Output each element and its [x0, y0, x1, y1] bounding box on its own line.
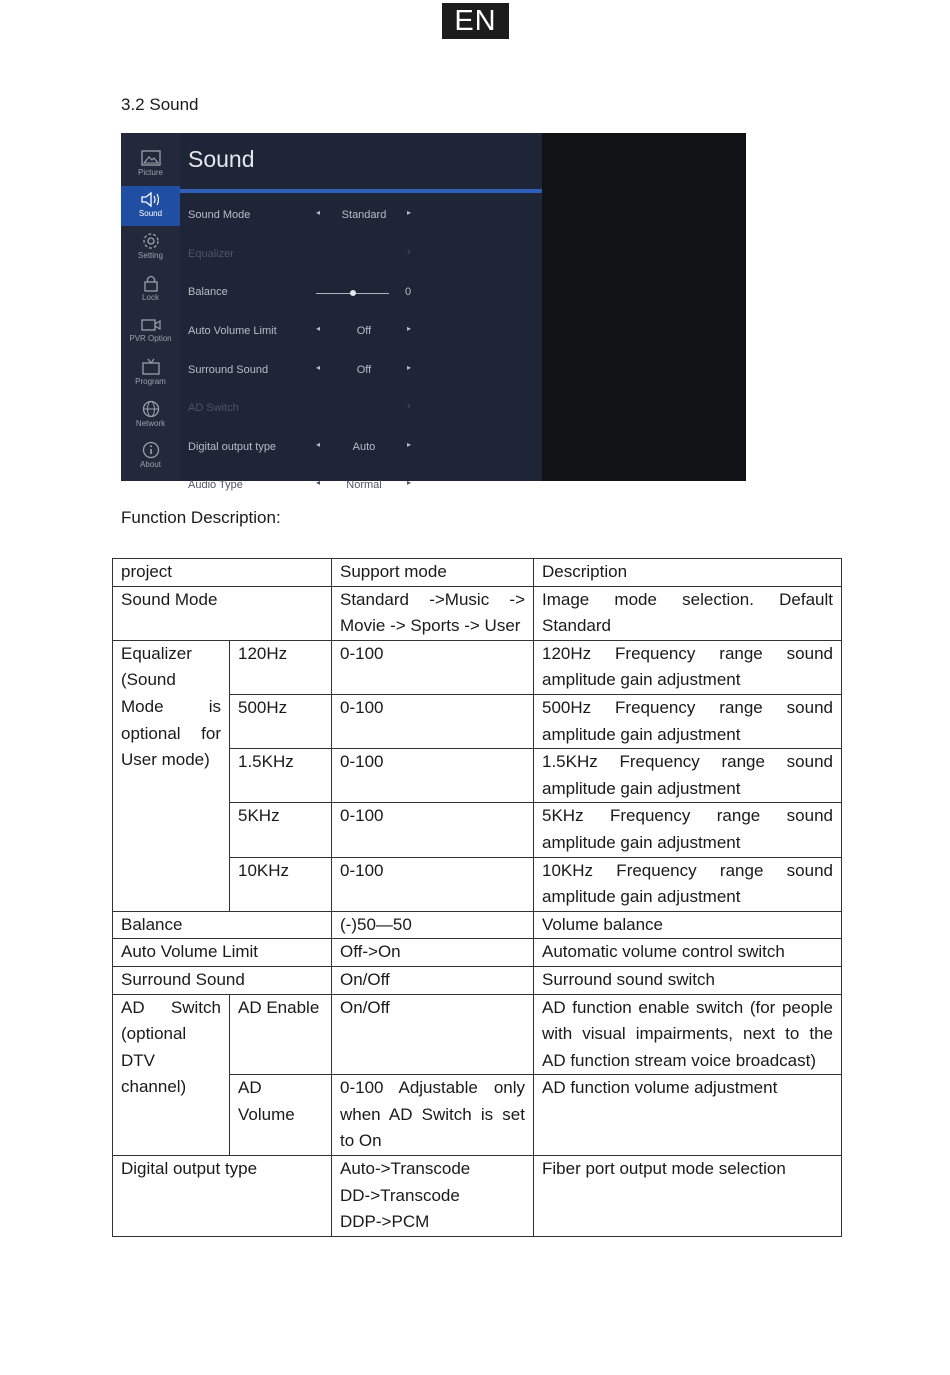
menu-item-sound-mode[interactable]: [180, 197, 542, 236]
arrow-left-icon[interactable]: ◂: [316, 208, 321, 217]
cell-description: Image mode selection. Default Standard: [534, 586, 842, 640]
sidebar-label: Sound: [138, 209, 163, 218]
video-camera-icon: [140, 316, 162, 333]
menu-item-label: Sound Mode: [188, 209, 251, 221]
balance-value: 0: [405, 286, 412, 298]
table-row: [113, 966, 842, 994]
cell-description: Volume balance: [534, 911, 842, 939]
sidebar-label: PVR Option: [129, 334, 172, 343]
sidebar-item-sound[interactable]: [121, 186, 180, 226]
cell-project: Surround Sound: [113, 966, 332, 994]
cell-support: Off->On: [332, 939, 534, 967]
support-line: DDP->PCM: [340, 1212, 430, 1232]
tv-menu-screenshot: [121, 133, 746, 491]
arrow-right-icon[interactable]: ▸: [407, 478, 412, 487]
sidebar-item-network[interactable]: [121, 395, 180, 435]
cell-project: Equalizer (Sound Mode is optional for User mode): [113, 640, 230, 911]
function-table: [112, 558, 842, 1237]
balance-slider-knob[interactable]: [350, 290, 356, 296]
cell-description: Fiber port output mode selection: [534, 1156, 842, 1237]
menu-item-audio-type[interactable]: [180, 467, 542, 506]
sidebar-item-picture[interactable]: [121, 145, 180, 185]
cell-project: Balance: [113, 911, 332, 939]
function-description-title: Function Description:: [121, 508, 281, 527]
gear-icon: [141, 232, 161, 250]
header-project: project: [113, 559, 332, 587]
table-row: [113, 939, 842, 967]
cell-band: 5KHz: [230, 803, 332, 857]
cell-support: 0-100: [332, 694, 534, 748]
section-title: 3.2 Sound: [121, 95, 199, 114]
cell-description: AD function volume adjustment: [534, 1075, 842, 1156]
cell-description: 10KHz Frequency range sound amplitude gain adjustment: [534, 857, 842, 911]
menu-item-digital-output-type[interactable]: [180, 429, 542, 468]
table-row: [113, 994, 842, 1075]
cell-support: 0-100 Adjustable only when AD Switch is set to On: [332, 1075, 534, 1156]
menu-item-equalizer[interactable]: [180, 236, 542, 275]
cell-band: 120Hz: [230, 640, 332, 694]
cell-description: 1.5KHz Frequency range sound amplitude gain adjustment: [534, 749, 842, 803]
sidebar-item-setting[interactable]: [121, 227, 180, 267]
menu-item-label: Equalizer: [188, 248, 234, 260]
sidebar-label: Program: [135, 377, 166, 386]
cell-band: 1.5KHz: [230, 749, 332, 803]
menu-item-auto-volume-limit[interactable]: [180, 313, 542, 352]
cell-description: AD function enable switch (for people with visual impairments, next to the AD function stream voice broadcast): [534, 994, 842, 1075]
support-line: DD->Transcode: [340, 1185, 460, 1205]
arrow-left-icon[interactable]: ◂: [316, 324, 321, 333]
language-badge: EN: [442, 3, 509, 39]
menu-item-value: Auto: [352, 441, 376, 453]
header-description: Description: [534, 559, 842, 587]
cell-project: AD Switch (optional DTV channel): [113, 994, 230, 1156]
panel-underline: [180, 189, 542, 193]
picture-icon: [141, 150, 161, 167]
cell-project: Auto Volume Limit: [113, 939, 332, 967]
sidebar-label: Network: [135, 419, 166, 428]
header-support-mode: Support mode: [332, 559, 534, 587]
cell-description: Surround sound switch: [534, 966, 842, 994]
cell-support: [332, 1156, 534, 1237]
cell-support: 0-100: [332, 857, 534, 911]
table-row: [113, 1156, 842, 1237]
tv-preview-area: [542, 133, 746, 481]
cell-project: Sound Mode: [113, 586, 332, 640]
cell-support: On/Off: [332, 966, 534, 994]
table-row: [113, 911, 842, 939]
chevron-right-icon: ›: [407, 400, 411, 412]
sidebar-label: Setting: [138, 251, 163, 260]
table-row: [113, 640, 842, 694]
sidebar-item-pvr-option[interactable]: [121, 311, 180, 351]
menu-item-value: Standard: [341, 209, 387, 221]
globe-icon: [141, 400, 161, 418]
menu-item-value: Off: [356, 325, 372, 337]
cell-support: (-)50—50: [332, 911, 534, 939]
sidebar-label: Lock: [142, 293, 159, 302]
tv-icon: [141, 358, 161, 376]
arrow-left-icon[interactable]: ◂: [316, 363, 321, 372]
cell-description: 120Hz Frequency range sound amplitude gain adjustment: [534, 640, 842, 694]
sidebar-item-lock[interactable]: [121, 269, 180, 309]
cell-description: 500Hz Frequency range sound amplitude gain adjustment: [534, 694, 842, 748]
cell-sub-item: AD Enable: [230, 994, 332, 1075]
menu-item-value: Off: [356, 364, 372, 376]
cell-band: 500Hz: [230, 694, 332, 748]
arrow-left-icon[interactable]: ◂: [316, 440, 321, 449]
panel-title: Sound: [188, 146, 255, 172]
menu-item-label: Auto Volume Limit: [188, 325, 277, 337]
tv-sound-panel: [180, 133, 542, 491]
menu-item-label: Balance: [188, 286, 228, 298]
menu-item-surround-sound[interactable]: [180, 352, 542, 391]
menu-item-label: Surround Sound: [188, 364, 269, 376]
menu-item-label: Digital output type: [188, 441, 277, 453]
sidebar-label: About: [140, 460, 161, 469]
menu-item-balance[interactable]: [180, 274, 542, 313]
tv-sidebar: [121, 133, 180, 481]
cell-support: 0-100: [332, 640, 534, 694]
cell-description: 5KHz Frequency range sound amplitude gain adjustment: [534, 803, 842, 857]
cell-band: 10KHz: [230, 857, 332, 911]
cell-sub-item: AD Volume: [230, 1075, 332, 1156]
support-line: Auto->Transcode: [340, 1159, 471, 1179]
menu-item-value: Normal: [346, 479, 382, 491]
cell-support: 0-100: [332, 803, 534, 857]
sidebar-item-about[interactable]: [121, 436, 180, 476]
arrow-right-icon[interactable]: ▸: [407, 440, 412, 449]
cell-support: On/Off: [332, 994, 534, 1075]
arrow-right-icon[interactable]: ▸: [407, 324, 412, 333]
arrow-right-icon[interactable]: ▸: [407, 363, 412, 372]
cell-support: Standard ->Music -> Movie -> Sports -> User: [332, 586, 534, 640]
chevron-right-icon: ›: [407, 246, 411, 258]
sidebar-item-program[interactable]: [121, 353, 180, 393]
menu-item-ad-switch[interactable]: [180, 390, 542, 429]
arrow-left-icon[interactable]: ◂: [316, 478, 321, 487]
table-header-row: [113, 559, 842, 587]
info-icon: [141, 441, 161, 459]
arrow-right-icon[interactable]: ▸: [407, 208, 412, 217]
sidebar-label: Picture: [138, 168, 163, 177]
lock-icon: [141, 274, 161, 292]
menu-item-label: AD Switch: [188, 402, 239, 414]
cell-project: Digital output type: [113, 1156, 332, 1237]
speaker-icon: [140, 191, 162, 208]
menu-item-label: Audio Type: [188, 479, 243, 491]
cell-support: 0-100: [332, 749, 534, 803]
table-row: [113, 586, 842, 640]
cell-description: Automatic volume control switch: [534, 939, 842, 967]
